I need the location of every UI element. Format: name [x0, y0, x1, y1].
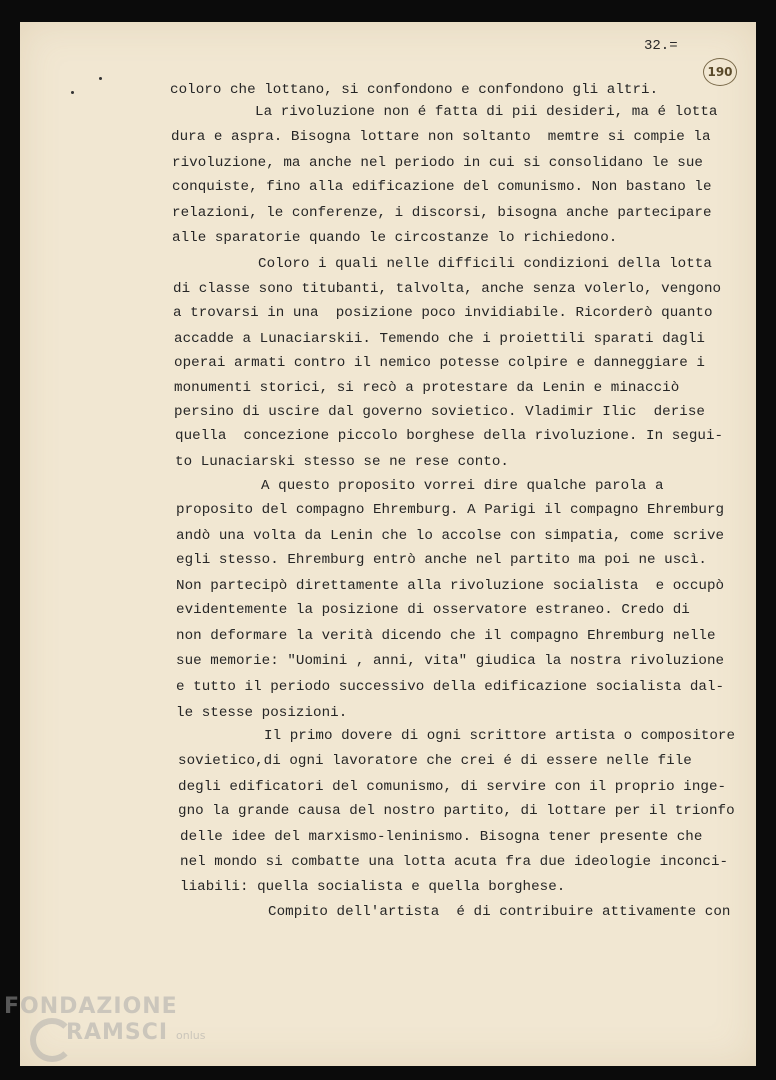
text-line: La rivoluzione non é fatta di pii desideri, ma é lotta	[255, 104, 718, 120]
text-line: sovietico,di ogni lavoratore che crei é di essere nelle file	[178, 753, 692, 769]
text-line: operai armati contro il nemico potesse colpire e danneggiare i	[174, 355, 705, 371]
text-line: gno la grande causa del nostro partito, di lottare per il trionfo	[178, 803, 735, 819]
text-line: rivoluzione, ma anche nel periodo in cui si consolidano le sue	[172, 155, 703, 171]
ink-speck	[71, 91, 74, 94]
text-line: proposito del compagno Ehremburg. A Parigi il compagno Ehremburg	[176, 502, 725, 518]
watermark-line1: FONDAZIONE	[4, 994, 178, 1019]
text-line: le stesse posizioni.	[176, 705, 348, 721]
text-line: conquiste, fino alla edificazione del comunismo. Non bastano le	[172, 179, 712, 195]
text-line: quella concezione piccolo borghese della rivoluzione. In segui-	[175, 428, 724, 444]
watermark-line2-text: RAMSCI	[66, 1020, 169, 1045]
text-line: Coloro i quali nelle difficili condizioni della lotta	[258, 256, 712, 272]
text-line: liabili: quella socialista e quella borghese.	[180, 879, 566, 895]
watermark-suffix: onlus	[176, 1029, 206, 1042]
watermark-line2	[4, 1020, 206, 1049]
text-line: delle idee del marxismo-leninismo. Bisogna tener presente che	[180, 829, 703, 845]
text-line: degli edificatori del comunismo, di servire con il proprio inge-	[178, 779, 727, 795]
text-line: a trovarsi in una posizione poco invidiabile. Ricorderò quanto	[173, 305, 713, 321]
text-line: nel mondo si combatte una lotta acuta fra due ideologie inconci-	[180, 854, 729, 870]
text-line: evidentemente la posizione di osservatore estraneo. Credo di	[176, 602, 690, 618]
text-line: e tutto il periodo successivo della edificazione socialista dal-	[176, 679, 725, 695]
text-line: to Lunaciarski stesso se ne rese conto.	[175, 454, 509, 470]
text-line: coloro che lottano, si confondono e confondono gli altri.	[170, 82, 659, 98]
text-line: andò una volta da Lenin che lo accolse con simpatia, come scrive	[176, 528, 725, 544]
text-line: monumenti storici, si recò a protestare da Lenin e minacciò	[174, 380, 680, 396]
text-line: accadde a Lunaciarskii. Temendo che i proiettili sparati dagli	[174, 331, 705, 347]
text-line: A questo proposito vorrei dire qualche parola a	[261, 478, 664, 494]
text-line: relazioni, le conferenze, i discorsi, bisogna anche partecipare	[172, 205, 712, 221]
text-line: dura e aspra. Bisogna lottare non soltanto memtre si compie la	[171, 129, 711, 145]
text-line: Compito dell'artista é di contribuire attivamente con	[268, 904, 731, 920]
text-line: persino di uscire dal governo sovietico. Vladimir Ilic derise	[174, 404, 705, 420]
page-number: 32.=	[644, 38, 678, 54]
watermark	[4, 994, 206, 1049]
text-line: di classe sono titubanti, talvolta, anche senza volerlo, vengono	[173, 281, 722, 297]
text-line: Il primo dovere di ogni scrittore artista o compositore	[264, 728, 736, 744]
archive-stamp: 190	[703, 58, 737, 86]
text-line: alle sparatorie quando le circostanze lo richiedono.	[172, 230, 618, 246]
text-line: egli stesso. Ehremburg entrò anche nel partito ma poi ne uscì.	[176, 552, 707, 568]
text-line: sue memorie: "Uomini , anni, vita" giudica la nostra rivoluzione	[176, 653, 725, 669]
text-line: Non partecipò direttamente alla rivoluzione socialista e occupò	[176, 578, 725, 594]
ink-speck	[99, 77, 102, 80]
text-line: non deformare la verità dicendo che il compagno Ehremburg nelle	[176, 628, 716, 644]
